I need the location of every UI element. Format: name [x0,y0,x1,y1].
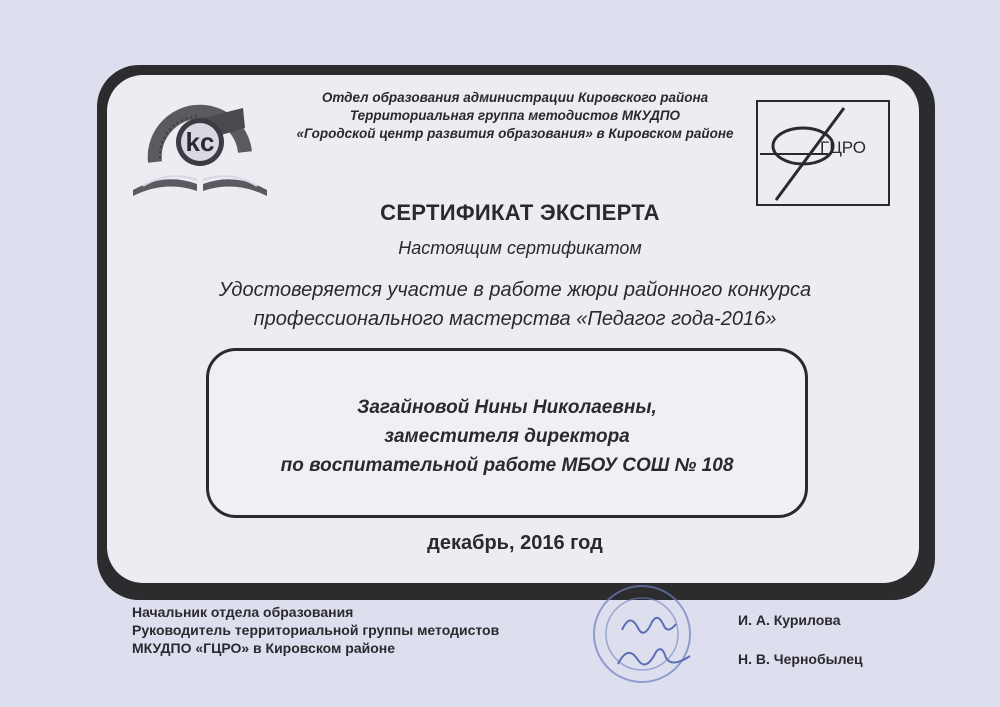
district-emblem-icon [125,92,275,197]
certificate-title: СЕРТИФИКАТ ЭКСПЕРТА [380,200,660,225]
certifies-line: профессионального мастерства «Педагог года-2016» [253,308,777,330]
svg-text:ГЦРО: ГЦРО [820,138,866,157]
recipient-line: заместителя директора [384,426,630,447]
official-stamp-icon [582,582,722,692]
org-line: Территориальная группа методистов МКУДПО [349,108,681,123]
recipient-line: Загайновой Нины Николаевны, [357,397,657,418]
org-line: «Городской центр развития образования» в Кировском районе [296,126,734,141]
gcro-emblem-icon [758,102,888,204]
recipient-name [206,393,808,480]
certifies-text [170,276,860,334]
signatory-title: МКУДПО «ГЦРО» в Кировском районе [132,640,396,656]
organization-header [280,89,750,143]
issue-date: декабрь, 2016 год [427,532,603,554]
svg-text:kc: kc [185,127,215,157]
certificate-subtitle: Настоящим сертификатом [398,238,642,258]
signatory-titles [132,603,612,657]
certifies-line: Удостоверяется участие в работе жюри районного конкурса [218,279,812,301]
signatory-name: И. А. Курилова [738,612,841,628]
signatory-title: Начальник отдела образования [132,604,354,620]
signatory-name: Н. В. Чернобылец [738,651,863,667]
recipient-line: по воспитательной работе МБОУ СОШ № 108 [280,455,734,476]
org-line: Отдел образования администрации Кировского района [321,90,709,105]
gcro-logo [756,100,890,206]
signatory-title: Руководитель территориальной группы методистов [132,622,500,638]
